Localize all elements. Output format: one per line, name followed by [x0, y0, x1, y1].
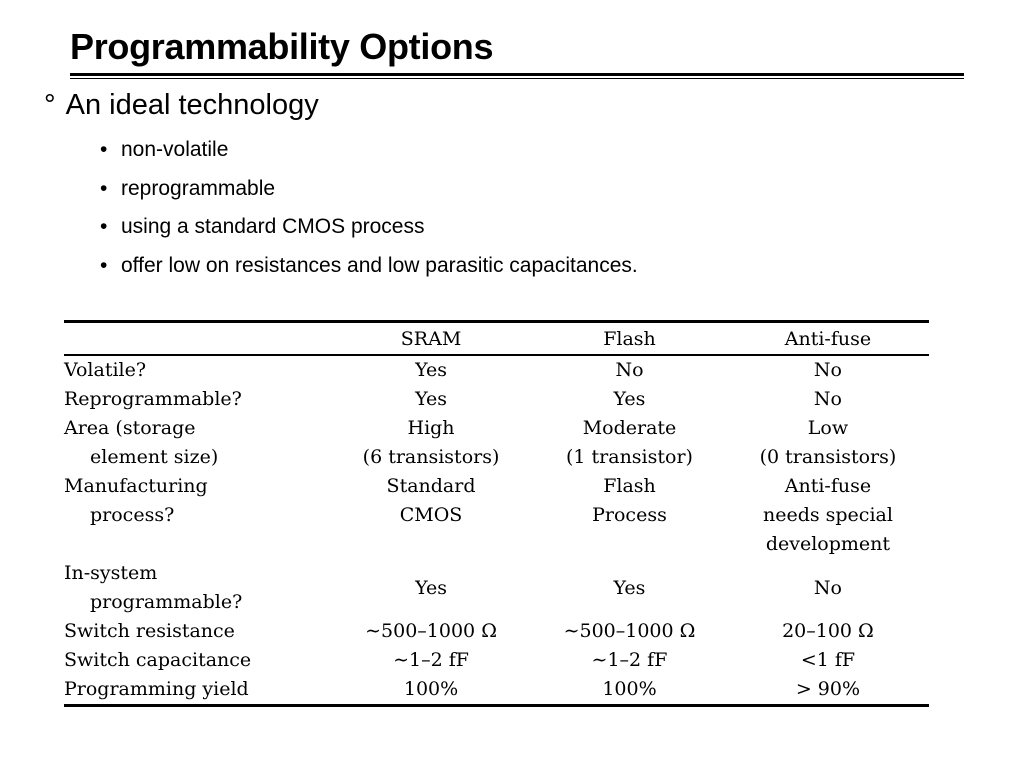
main-bullet-text: An ideal technology [65, 89, 319, 121]
table-row [64, 646, 929, 675]
table-cell [727, 414, 929, 472]
bullet-dot-icon: • [100, 176, 108, 200]
table-row [64, 675, 929, 706]
table-cell [727, 559, 929, 617]
list-item [100, 176, 638, 215]
list-item-text: non-volatile [121, 138, 229, 161]
header-sram: SRAM [330, 322, 532, 356]
cell-line: (0 transistors) [759, 446, 897, 468]
cell-line: Yes [415, 359, 447, 381]
cell-line: No [813, 388, 842, 410]
row-label [64, 414, 330, 472]
table-cell [532, 385, 727, 414]
cell-line: CMOS [399, 504, 463, 526]
main-bullet [44, 89, 319, 122]
cell-line: No [813, 576, 842, 599]
header-empty [64, 322, 330, 356]
table-cell [532, 355, 727, 385]
cell-line: ∼1–2 fF [591, 649, 668, 671]
table-row [64, 414, 929, 472]
row-label-line: Area (storage [64, 417, 196, 439]
table-header-row [64, 322, 929, 356]
table-cell [532, 646, 727, 675]
cell-line: Yes [613, 576, 646, 599]
cell-line: 100% [403, 678, 459, 700]
table-cell [330, 617, 532, 646]
cell-line: Process [592, 504, 667, 526]
cell-line: development [765, 533, 891, 555]
cell-line: Yes [415, 576, 447, 599]
list-item [100, 253, 638, 292]
cell-line: <1 fF [800, 649, 856, 671]
table-cell [727, 355, 929, 385]
degree-bullet-icon: ° [44, 89, 56, 121]
row-label-line: element size) [90, 446, 219, 468]
cell-line: 20–100 Ω [782, 620, 874, 642]
bullet-dot-icon: • [100, 215, 108, 238]
cell-line: Standard [386, 475, 476, 497]
cell-line: ∼1–2 fF [393, 649, 469, 671]
table-cell [727, 472, 929, 559]
cell-line: Anti-fuse [784, 475, 872, 497]
bullet-dot-icon: • [100, 138, 108, 161]
cell-line: Moderate [582, 417, 677, 439]
cell-line: (6 transistors) [362, 446, 500, 468]
row-label-line: Manufacturing [64, 475, 208, 497]
table-cell [330, 559, 532, 617]
row-label-line: process? [90, 504, 175, 526]
row-label [64, 355, 330, 385]
cell-line: ∼500–1000 Ω [365, 620, 497, 642]
table-cell [727, 675, 929, 706]
list-item-text: using a standard CMOS process [121, 215, 425, 238]
title-underline [70, 73, 964, 79]
row-label-line: Switch capacitance [64, 649, 252, 671]
row-label-line: In-system [64, 562, 158, 584]
row-label [64, 675, 330, 706]
cell-line: Yes [613, 388, 646, 410]
row-label-line: programmable? [90, 591, 243, 613]
cell-line: No [615, 359, 644, 381]
row-label [64, 385, 330, 414]
row-label [64, 472, 330, 559]
table-cell [727, 617, 929, 646]
cell-line: needs special [762, 504, 893, 526]
cell-line: Yes [415, 388, 447, 410]
table-cell [330, 472, 532, 559]
row-label-line: Programming yield [64, 678, 249, 700]
row-label-line: Volatile? [64, 359, 147, 381]
table-cell [532, 559, 727, 617]
table-cell [330, 385, 532, 414]
table-cell [330, 355, 532, 385]
list-item [100, 214, 638, 253]
sub-bullet-list [100, 137, 638, 291]
table-row [64, 472, 929, 559]
cell-line: > 90% [795, 678, 861, 700]
row-label-line: Reprogrammable? [64, 388, 242, 410]
cell-line: Low [807, 417, 849, 439]
cell-line: ∼500–1000 Ω [563, 620, 696, 642]
table-cell [330, 414, 532, 472]
list-item [100, 137, 638, 176]
table-cell [532, 472, 727, 559]
table-cell [532, 414, 727, 472]
row-label-line: Switch resistance [64, 620, 235, 642]
bullet-dot-icon: • [100, 253, 108, 277]
table-cell [532, 675, 727, 706]
cell-line: (1 transistor) [565, 446, 693, 468]
table-cell [727, 385, 929, 414]
header-flash: Flash [532, 322, 727, 356]
cell-line: High [407, 417, 455, 439]
cell-line: No [813, 359, 842, 381]
table-row [64, 355, 929, 385]
cell-line: Flash [603, 475, 656, 497]
row-label [64, 646, 330, 675]
list-item-text: reprogrammable [121, 176, 276, 200]
row-label [64, 617, 330, 646]
table-cell [727, 646, 929, 675]
table-row [64, 385, 929, 414]
header-anti-fuse: Anti-fuse [727, 322, 929, 356]
table-row [64, 617, 929, 646]
table-row [64, 559, 929, 617]
slide-title: Programmability Options [70, 26, 494, 67]
row-label [64, 559, 330, 617]
table-cell [532, 617, 727, 646]
table-cell [330, 675, 532, 706]
cell-line: 100% [602, 678, 657, 700]
comparison-table [64, 320, 929, 707]
list-item-text: offer low on resistances and low parasitic capacitances. [121, 253, 638, 277]
table-cell [330, 646, 532, 675]
